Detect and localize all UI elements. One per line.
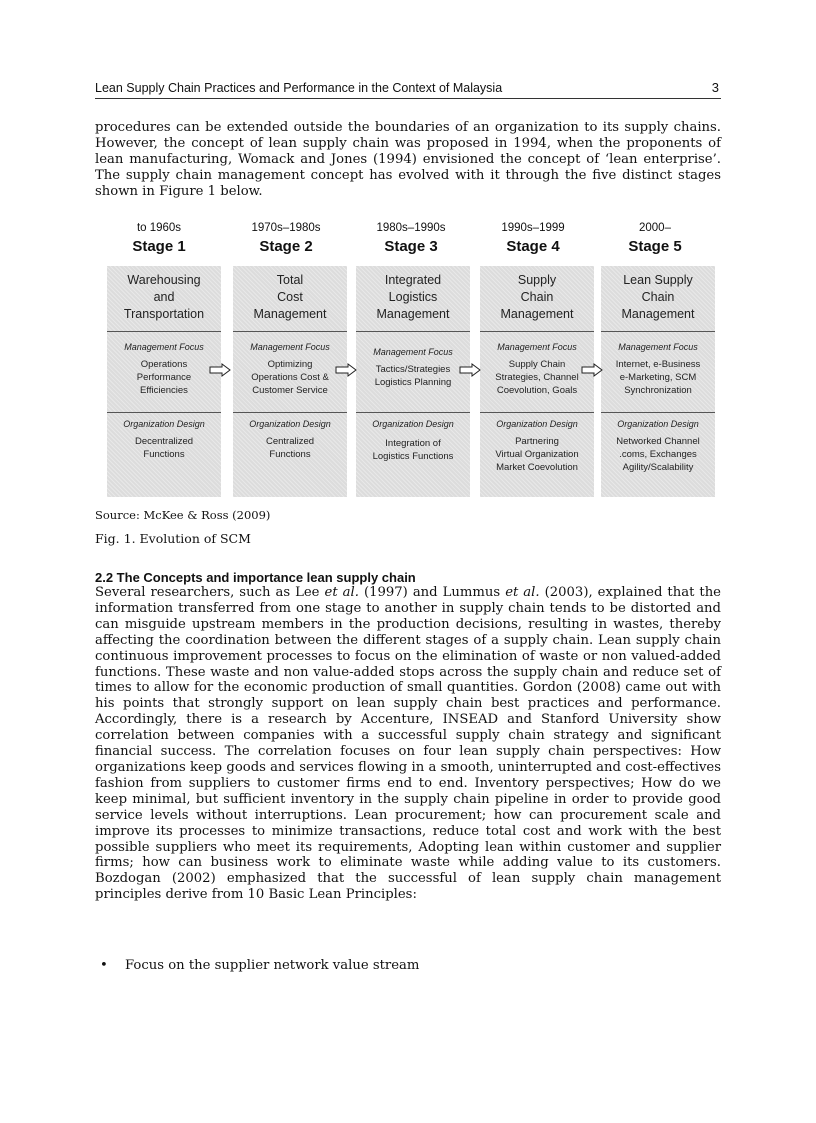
body-italic: et al.	[324, 585, 359, 600]
focus-line: Coevolution, Goals	[496, 385, 578, 396]
design-label: Organization Design	[123, 419, 205, 429]
management-focus-box	[480, 341, 594, 397]
focus-line: Strategies, Channel	[495, 372, 579, 383]
divider	[601, 412, 715, 413]
stage-column-5	[601, 266, 715, 497]
management-focus-box	[233, 341, 347, 397]
organization-design-box	[356, 418, 470, 463]
stage-column-2	[233, 266, 347, 497]
intro-paragraph: procedures can be extended outside the boundaries of an organization to its supply chains. However, the concept of lean supply chain was proposed in 1994, when the proponents of lean manufacturing, Womack and Jones (1994) envisioned the concept of ‘lean enterprise’. The supply chain management concept has evolved with it through the five distinct stages shown in Figure 1 below.	[95, 120, 721, 199]
design-line: Partnering	[515, 436, 559, 447]
focus-line: Efficiencies	[140, 385, 188, 396]
divider	[233, 412, 347, 413]
title-line: Cost	[277, 290, 303, 304]
stage-title-box	[601, 272, 715, 323]
design-line: Centralized	[265, 436, 315, 447]
design-line: Functions	[269, 449, 311, 460]
design-line: Agility/Scalability	[622, 462, 694, 473]
body-text: (1997) and Lummus	[358, 585, 506, 600]
stage-header-5	[600, 222, 710, 255]
title-line: Chain	[520, 290, 554, 304]
organization-design-box	[601, 418, 715, 474]
stage-column-3	[356, 266, 470, 497]
stage-header-2	[231, 222, 341, 255]
divider	[601, 331, 715, 332]
divider	[356, 331, 470, 332]
divider	[356, 412, 470, 413]
design-line: Market Coevolution	[496, 462, 578, 473]
body-text: (2003), explained that the information transferred from one stage to another in supply chain tends to be distorted and can misguide upstream members in the production decisions, resulting in wastes, thereby affecting the coordination between the different stages of a supply chain. Lean supply chain continuous improvement processes to focus on the elimination of waste or non valued-added functions. These waste and non value-added stops across the supply chain and reduce set of times to allow for the economic production of small quantities. Gordon (2008) came out with his points that strongly support on lean supply chain best practices and performance. Accordingly, there is a research by Accenture, INSEAD and Stanford University show correlation between companies with a successful supply chain strategy and significant financial success. The correlation focuses on four lean supply chain perspectives: How organizations keep goods and services flowing in a smooth, uninterrupted and cost-effectives fashion from suppliers to customer firms end to end. Inventory perspectives; How do we keep minimal, but sufficient inventory in the supply chain pipeline in order to provide good service levels without interruptions. Lean procurement; how can procurement scale and improve its processes to minimize transactions, reduce total cost and work with the best possible suppliers who meet its requirements, Adopting lean within customer and supplier firms; how can business work to eliminate waste while adding value to its customers. Bozdogan (2002) emphasized that the successful of lean supply chain management principles derive from 10 Basic Lean Principles:	[95, 585, 721, 903]
management-focus-box	[356, 346, 470, 389]
focus-line: Internet, e-Business	[615, 359, 701, 370]
design-line: Networked Channel	[616, 436, 700, 447]
stage-name: Stage 4	[506, 238, 560, 255]
title-line: Transportation	[123, 307, 205, 321]
focus-line: Logistics Planning	[374, 377, 452, 388]
right-arrow-icon	[459, 363, 481, 377]
stage-years: 1970s–1980s	[251, 222, 321, 234]
section-heading: 2.2 The Concepts and importance lean supply chain	[95, 570, 416, 585]
design-label: Organization Design	[249, 419, 331, 429]
body-italic: et al.	[505, 585, 540, 600]
design-line: Decentralized	[134, 436, 194, 447]
title-line: Management	[376, 307, 450, 321]
design-line: Functions	[143, 449, 185, 460]
stage-name: Stage 1	[132, 238, 186, 255]
running-header	[95, 80, 721, 99]
focus-label: Management Focus	[124, 342, 204, 352]
stage-column-1	[107, 266, 221, 497]
figure-caption: Fig. 1. Evolution of SCM	[95, 531, 251, 546]
title-line: Supply	[517, 273, 557, 287]
design-line: .coms, Exchanges	[619, 449, 697, 460]
divider	[233, 331, 347, 332]
stage-title-box	[107, 272, 221, 323]
focus-line: Tactics/Strategies	[375, 364, 451, 375]
bullet-text: Focus on the supplier network value stream	[125, 958, 420, 973]
title-line: Lean Supply	[623, 273, 693, 287]
page-number: 3	[711, 80, 719, 95]
right-arrow-icon	[209, 363, 231, 377]
focus-line: Operations	[140, 359, 188, 370]
title-line: Management	[500, 307, 574, 321]
stage-column-4	[480, 266, 594, 497]
stage-title-box	[356, 272, 470, 323]
focus-label: Management Focus	[373, 347, 453, 357]
title-line: Logistics	[388, 290, 438, 304]
design-line: Virtual Organization	[495, 449, 579, 460]
title-line: and	[153, 290, 175, 304]
focus-label: Management Focus	[250, 342, 330, 352]
stage-header-1	[104, 222, 214, 255]
management-focus-box	[601, 341, 715, 397]
running-title: Lean Supply Chain Practices and Performance in the Context of Malaysia	[95, 81, 503, 95]
stage-header-3	[356, 222, 466, 255]
title-line: Management	[621, 307, 695, 321]
stage-name: Stage 2	[259, 238, 313, 255]
focus-line: Performance	[136, 372, 192, 383]
stage-header-4	[478, 222, 588, 255]
bullet-icon: •	[100, 958, 108, 973]
bullet-item	[100, 958, 419, 973]
right-arrow-icon	[335, 363, 357, 377]
title-line: Management	[253, 307, 327, 321]
divider	[107, 412, 221, 413]
stage-years: to 1960s	[136, 222, 182, 234]
organization-design-box	[107, 418, 221, 461]
divider	[480, 412, 594, 413]
organization-design-box	[233, 418, 347, 461]
stage-name: Stage 3	[384, 238, 438, 255]
body-paragraph	[95, 585, 721, 903]
organization-design-box	[480, 418, 594, 474]
focus-label: Management Focus	[618, 342, 698, 352]
focus-line: Synchronization	[624, 385, 692, 396]
stage-name: Stage 5	[628, 238, 682, 255]
design-label: Organization Design	[496, 419, 578, 429]
divider	[107, 331, 221, 332]
focus-line: Supply Chain	[508, 359, 566, 370]
stage-title-box	[233, 272, 347, 323]
body-text: Several researchers, such as Lee	[95, 585, 325, 600]
title-line: Total	[276, 273, 304, 287]
divider	[480, 331, 594, 332]
design-label: Organization Design	[372, 419, 454, 429]
focus-line: e-Marketing, SCM	[619, 372, 697, 383]
right-arrow-icon	[581, 363, 603, 377]
stage-title-box	[480, 272, 594, 323]
design-line: Integration of	[385, 438, 441, 449]
focus-label: Management Focus	[497, 342, 577, 352]
title-line: Warehousing	[127, 273, 201, 287]
title-line: Chain	[641, 290, 675, 304]
stage-years: 1990s–1999	[501, 222, 565, 234]
focus-line: Optimizing	[267, 359, 313, 370]
figure-source: Source: McKee & Ross (2009)	[95, 508, 271, 522]
title-line: Integrated	[384, 273, 442, 287]
stage-years: 1980s–1990s	[376, 222, 446, 234]
design-label: Organization Design	[617, 419, 699, 429]
focus-line: Customer Service	[252, 385, 328, 396]
management-focus-box	[107, 341, 221, 397]
stage-years: 2000–	[639, 222, 671, 234]
focus-line: Operations Cost &	[251, 372, 329, 383]
design-line: Logistics Functions	[372, 451, 454, 462]
